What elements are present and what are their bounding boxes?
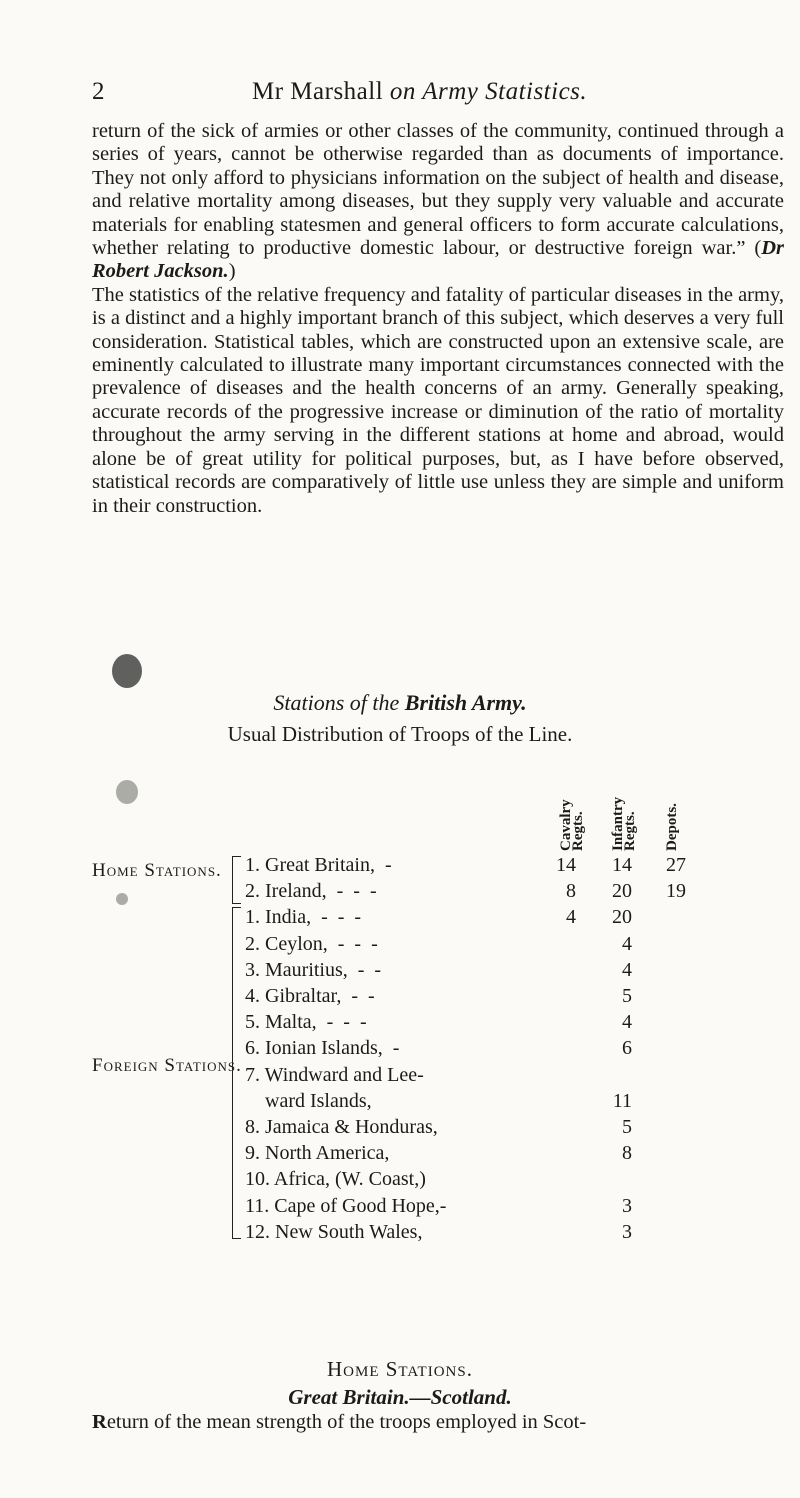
table-row-label: 4. Gibraltar, - - bbox=[245, 985, 375, 1007]
foreign-stations-label: Foreign Stations. bbox=[92, 1055, 242, 1076]
table-title-italic: Stations of the bbox=[273, 690, 405, 715]
table-row-label: 7. Windward and Lee- bbox=[245, 1064, 424, 1086]
table-row-label: ward Islands, bbox=[245, 1090, 372, 1112]
infantry-value: 3 bbox=[622, 1195, 632, 1217]
closing-line bbox=[92, 1411, 784, 1434]
column-header-depots: Depots. bbox=[664, 803, 680, 851]
table-title bbox=[0, 690, 800, 716]
infantry-value: 4 bbox=[622, 1011, 632, 1033]
table-row-label: 5. Malta, - - - bbox=[245, 1011, 367, 1033]
infantry-value: 4 bbox=[622, 959, 632, 981]
page-number: 2 bbox=[92, 78, 105, 105]
depots-value: 19 bbox=[666, 880, 686, 902]
table-row-label: 10. Africa, (W. Coast,) bbox=[245, 1168, 426, 1190]
ink-spot-tiny bbox=[116, 893, 128, 905]
table-row-label: 11. Cape of Good Hope,- bbox=[245, 1195, 447, 1217]
infantry-value: 6 bbox=[622, 1037, 632, 1059]
infantry-value: 5 bbox=[622, 1116, 632, 1138]
infantry-value: 5 bbox=[622, 985, 632, 1007]
drop-letter: R bbox=[92, 1411, 107, 1433]
paragraph-1-text: return of the sick of armies or other classes of the community, continued through a series of years, cannot be otherwise regarded than as documents of importance. They not only afford to physicians information on the subject of health and disease, and relative mortality among diseases, but they supply very valuable and accurate materials for enabling statesmen and general officers to form accurate calculations, whether relating to productive domestic labour, or destructive foreign war.” bbox=[92, 120, 784, 260]
table-row-label: 9. North America, bbox=[245, 1142, 390, 1164]
depots-value: 27 bbox=[666, 854, 686, 876]
paragraph-2: The statistics of the relative frequency and fatality of particular diseases in the army, is a distinct and a highly important branch of this subject, which deserves a very full consideration. Statistical tables, which are constructed upon an extensive scale, are eminently calculated to illustrate many important circumstances connected with the prevalence of diseases and the health concerns of an army. Generally speaking, accurate records of the progressive increase or diminution of the ratio of mortality throughout the army serving in the different stations at home and abroad, would alone be of great utility for political purposes, but, as I have before observed, statistical records are comparatively of little use unless they are simple and uniform in their construction. bbox=[92, 283, 784, 517]
table-row-label: 6. Ionian Islands, - bbox=[245, 1037, 400, 1059]
cavalry-value: 8 bbox=[566, 880, 576, 902]
table-row-label: 1. India, - - - bbox=[245, 906, 362, 928]
cavalry-value: 14 bbox=[556, 854, 576, 876]
table-row-label: 1. Great Britain, - bbox=[245, 854, 392, 876]
closing-line-text: eturn of the mean strength of the troops employed in Scot- bbox=[106, 1411, 587, 1433]
table-row-label: 2. Ireland, - - - bbox=[245, 880, 377, 902]
infantry-value: 11 bbox=[612, 1090, 632, 1112]
foreign-brace bbox=[232, 907, 241, 1239]
citation-close: ) bbox=[228, 260, 236, 283]
home-stations-label: Home Stations. bbox=[92, 860, 222, 881]
infantry-value: 4 bbox=[622, 933, 632, 955]
table-row-label: 3. Mauritius, - - bbox=[245, 959, 382, 981]
paragraph-1 bbox=[92, 120, 784, 284]
home-brace bbox=[232, 856, 241, 904]
citation-name: Dr Robert Jackson. bbox=[92, 237, 784, 283]
ink-blot bbox=[112, 654, 142, 688]
section-heading: Home Stations. bbox=[327, 1357, 473, 1381]
running-title-plain: Mr Marshall bbox=[252, 78, 390, 105]
table-row-label: 2. Ceylon, - - - bbox=[245, 933, 378, 955]
infantry-value: 20 bbox=[612, 880, 632, 902]
infantry-value: 8 bbox=[622, 1142, 632, 1164]
running-title-italic: on Army Statistics. bbox=[389, 78, 588, 105]
ink-spot-small bbox=[116, 780, 138, 804]
table-subtitle: Usual Distribution of Troops of the Line. bbox=[227, 722, 573, 746]
infantry-value: 3 bbox=[622, 1221, 632, 1243]
column-header-infantry: Infantry Regts. bbox=[610, 796, 638, 851]
running-header bbox=[92, 78, 782, 112]
table-row-label: 8. Jamaica & Honduras, bbox=[245, 1116, 438, 1138]
section-subheading: Great Britain.—Scotland. bbox=[288, 1385, 512, 1409]
citation-open: ( bbox=[745, 237, 762, 260]
cavalry-value: 4 bbox=[566, 906, 576, 928]
table-row-label: 12. New South Wales, bbox=[245, 1221, 423, 1243]
running-title bbox=[252, 78, 587, 106]
table-title-bold: British Army. bbox=[404, 690, 527, 715]
infantry-value: 20 bbox=[612, 906, 632, 928]
body-text bbox=[92, 120, 784, 518]
column-header-cavalry: Cavalry Regts. bbox=[558, 799, 586, 851]
infantry-value: 14 bbox=[612, 854, 632, 876]
